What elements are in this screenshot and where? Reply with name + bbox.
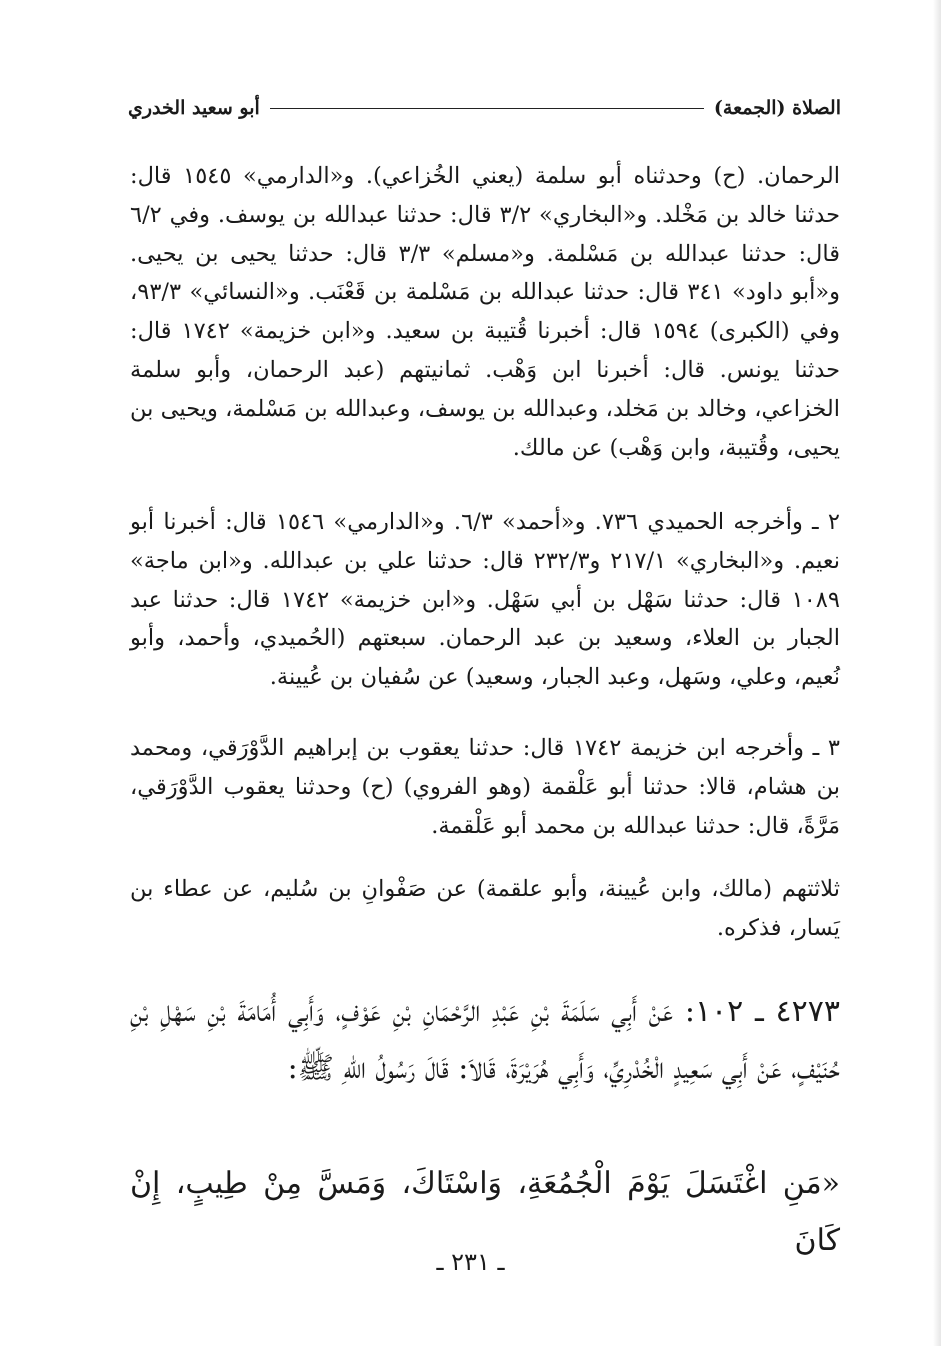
hadith-matn: «مَنِ اغْتَسَلَ يَوْمَ الْجُمُعَةِ، وَاسْتَاكَ، وَمَسَّ مِنْ طِيبٍ، إِنْ كَانَ bbox=[130, 1166, 840, 1258]
hadith-isnad: ٤٢٧٣ ـ ١٠٢: عَنْ أَبِي سَلَمَةَ بْنِ عَبْدِ الرَّحْمَانِ بْنِ عَوْفٍ، وَأَبِي أُمَامَةَ بْنِ سَهْلِ بْنِ حُنَيْفٍ، عَنْ أَبِي سَعِيدٍ الْخُدْرِيِّ، وَأَبِي هُرَيْرَةَ، قَالاَ: قَالَ رَسُولُ اللهِ ﷺ: bbox=[130, 994, 840, 1086]
commentary-paragraph-1: الرحمان. (ح) وحدثناه أبو سلمة (يعني الخُزاعي). و«الدارمي» ١٥٤٥ قال: حدثنا خالد بن مَخْلد. و«البخاري» ٣/٢ قال: حدثنا عبدالله بن يوسف. وفي ٦/٢ قال: حدثنا عبدالله بن مَسْلمة. و«مسلم» ٣/٣ قال: حدثنا يحيى بن يحيى. و«أبو داود» ٣٤١ قال: حدثنا عبدالله بن مَسْلمة بن قَعْنَب. و«النسائي» ٩٣/٣، وفي (الكبرى) ١٥٩٤ قال: أخبرنا قُتيبة بن سعيد. و«ابن خزيمة» ١٧٤٢ قال: حدثنا يونس. قال: أخبرنا ابن وَهْب. ثمانيتهم (عبد الرحمان، وأبو سلمة الخزاعي، وخالد بن مَخلد، وعبدالله بن يوسف، وعبدالله بن مَسْلمة، ويحيى بن يحيى، وقُتيبة، وابن وَهْب) عن مالك. bbox=[130, 163, 841, 461]
header-rule bbox=[270, 108, 704, 109]
running-header bbox=[128, 88, 841, 128]
page-edge-shadow bbox=[933, 0, 941, 1346]
commentary-paragraph-4: ثلاثتهم (مالك، وابن عُيينة، وأبو علقمة) عن صَفْوانِ بن سُليم، عن عطاء بن يَسار، فذكره. bbox=[130, 876, 840, 941]
header-chapter-title: الصلاة (الجمعة) bbox=[713, 97, 841, 119]
commentary-paragraph-2: ٢ ـ وأخرجه الحميدي ٧٣٦. و«أحمد» ٦/٣. و«الدارمي» ١٥٤٦ قال: أخبرنا أبو نعيم. و«البخاري» ٢١٧/١ و٢٣٢/٣ قال: حدثنا علي بن عبدالله. و«ابن ماجة» ١٠٨٩ قال: حدثنا سَهْل بن أبي سَهْل. و«ابن خزيمة» ١٧٤٢ قال: حدثنا عبد الجبار بن العلاء، وسعيد بن عبد الرحمان. سبعتهم (الحُميدي، وأحمد، وأبو نُعيم، وعلي، وسَهل، وعبد الجبار، وسعيد) عن سُفيان بن عُيينة. bbox=[130, 509, 840, 691]
header-section-title: أبو سعيد الخدري bbox=[128, 97, 260, 119]
commentary-paragraph-3: ٣ ـ وأخرجه ابن خزيمة ١٧٤٢ قال: حدثنا يعقوب بن إبراهيم الدَّوْرَقي، ومحمد بن هشام، قالا: حدثنا أبو عَلْقمة (وهو الفروي) (ح) وحدثنا يعقوب الدَّوْرَقي، مَرَّةً، قال: حدثنا عبدالله بن محمد أبو عَلْقمة. bbox=[130, 735, 841, 839]
page-number: ـ ٢٣١ ـ bbox=[436, 1248, 505, 1276]
